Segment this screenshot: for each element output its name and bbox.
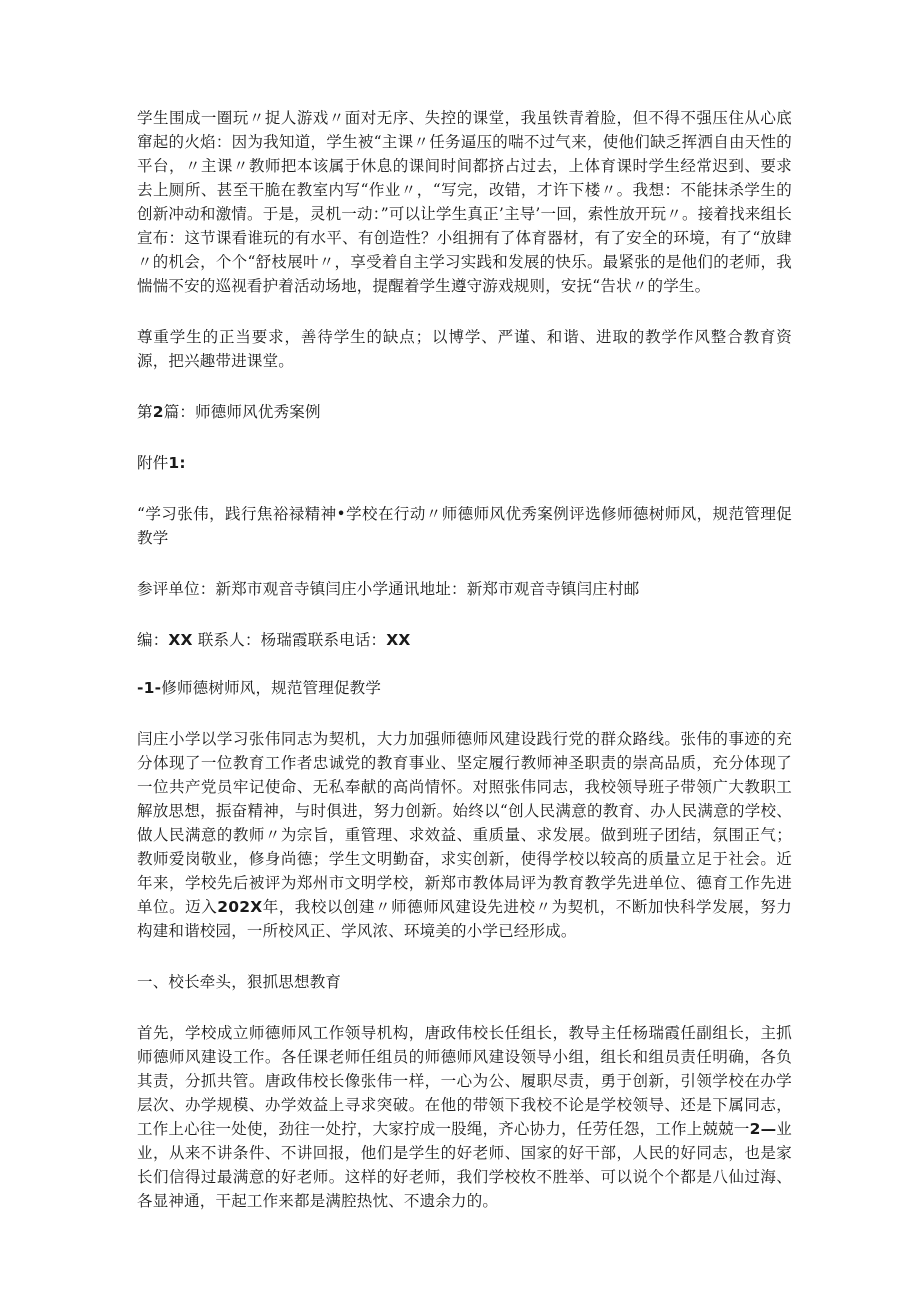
- contact-info: [137, 628, 792, 652]
- page-marker: -1-: [137, 679, 162, 697]
- case-title: “学习张伟，践行焦裕禄精神•学校在行动〃师德师风优秀案例评选修师德树师风，规范管理促教学: [137, 505, 792, 547]
- participating-unit: 参评单位：新郑市观音寺镇闫庄小学通讯地址：新郑市观音寺镇闫庄村邮: [137, 580, 640, 598]
- page-break-marker: 2—: [749, 1120, 777, 1138]
- leadership-text-b: 业业，从来不讲条件、不讲回报，他们是学生的好老师、国家的好干部，人民的好同志，也是家长们信得过最满意的好老师。这样的好老师，我们学校枚不胜举、可以说个个都是八仙过海、各显神通，干起工作来都是满腔热忱、不遗余力的。: [137, 1120, 792, 1210]
- article-heading-title: 篇：师德师风优秀案例: [163, 403, 321, 421]
- paragraph-classroom-story: 学生围成一圈玩〃捉人游戏〃面对无序、失控的课堂，我虽铁青着脸，但不得不强压住从心底窜起的火焰：因为我知道，学生被“主课〃任务逼压的喘不过气来，使他们缺乏挥洒自由天性的平台，〃主课〃教师把本该属于休息的课间时间都挤占过去，上体育课时学生经常迟到、要求去上厕所、甚至干脆在教室内写“作业〃，“写完，改错，才许下楼〃。我想：不能抹杀学生的创新冲动和激情。于是，灵机一动：”可以让学生真正’主导’一回，索性放开玩〃。接着找来组长宣布：这节课看谁玩的有水平、有创造性？小组拥有了体育器材，有了安全的环境，有了“放肆〃的机会，个个“舒枝展叶〃，享受着自主学习实践和发展的快乐。最紧张的是他们的老师，我惴惴不安的巡视看护着活动场地，提醒着学生遵守游戏规则，安抚“告状〃的学生。: [137, 109, 792, 295]
- school-intro-text-a: 闫庄小学以学习张伟同志为契机，大力加强师德师风建设践行党的群众路线。张伟的事迹的充分体现了一位教育工作者忠诚党的教育事业、坚定履行教师神圣职责的崇高品质，充分体现了一位共产党员牢记使命、无私奉献的高尚情怀。对照张伟同志，我校领导班子带领广大教职工解放思想，振奋精神，与时俱进，努力创新。始终以“创人民满意的教育、办人民满意的学校、做人民满意的教师〃为宗旨，重管理、求效益、重质量、求发展。做到班子团结，氛围正气；教师爱岗敬业，修身尚德；学生文明勤奋，求实创新，使得学校以较高的质量立足于社会。近年来，学校先后被评为郑州市文明学校，新郑市教体局评为教育教学先进单位、德育工作先进单位。迈入: [137, 730, 792, 916]
- paragraph-leadership: [137, 1021, 792, 1213]
- postcode-value: XX: [168, 631, 193, 649]
- contact-label: 联系人：杨瑞霞联系电话：: [197, 631, 387, 649]
- leadership-text-a: 首先，学校成立师德师风工作领导机构，唐政伟校长任组长，教导主任杨瑞霞任副组长，主抓师德师风建设工作。各任课老师任组员的师德师风建设领导小组，组长和组员责任明确，各负其责，分抓共管。唐政伟校长像张伟一样，一心为公、履职尽责，勇于创新，引领学校在办学层次、办学规模、办学效益上寻求突破。在他的带领下我校不论是学校领导、还是下属同志，工作上心往一处使，劲往一处拧，大家拧成一股绳，齐心协力，任劳任怨，工作上兢兢一: [137, 1024, 792, 1138]
- article-heading-prefix: 第: [137, 403, 153, 421]
- document-page: [137, 106, 792, 1213]
- article-number: 2: [152, 403, 164, 421]
- year-value: 202X: [217, 898, 263, 916]
- article-heading: [137, 400, 792, 424]
- phone-value: XX: [386, 631, 411, 649]
- postcode-label: 编：: [137, 631, 169, 649]
- paragraph-respect-students: 尊重学生的正当要求，善待学生的缺点；以博学、严谨、和谐、进取的教学作风整合教育资源，把兴趣带进课堂。: [137, 328, 792, 370]
- section-heading-1: 一、校长牵头，狠抓思想教育: [137, 973, 342, 991]
- attachment-number: 1:: [168, 454, 186, 472]
- subsection-heading: [137, 676, 792, 700]
- subsection-title: 修师德树师风，规范管理促教学: [161, 679, 382, 697]
- attachment-label: 附件: [137, 454, 169, 472]
- attachment-heading: [137, 451, 792, 475]
- school-intro-text-b: 年，我校以创建〃师德师风建设先进校〃为契机，不断加快科学发展，努力构建和谐校园，一所校风正、学风浓、环境美的小学已经形成。: [137, 898, 792, 940]
- paragraph-school-intro: [137, 727, 792, 943]
